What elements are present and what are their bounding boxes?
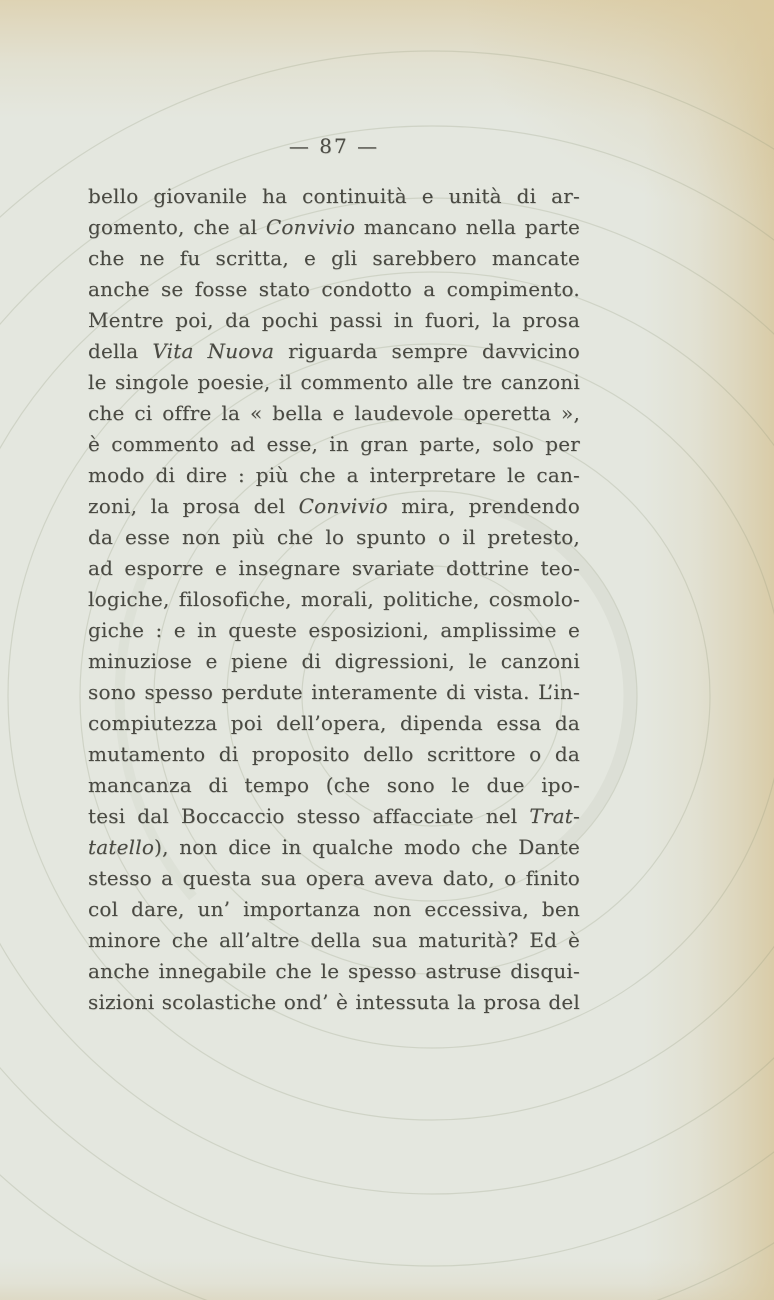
text-line [88,584,580,615]
text-line [88,739,580,770]
text-line [88,336,580,367]
text-segment: minuziose e piene di digressioni, le canzoni [88,649,580,673]
page-text [88,181,580,1018]
text-line [88,181,580,212]
text-line [88,863,580,894]
text-line [88,708,580,739]
text-segment: col dare, un’ importanza non eccessiva, ben [88,897,580,921]
text-segment: sizioni scolastiche ond’ è intessuta la prosa del [88,990,580,1014]
text-segment: le singole poesie, il commento alle tre canzoni [88,370,580,394]
text-line [88,987,580,1018]
page-number: — 87 — [288,134,380,158]
text-segment: Mentre poi, da pochi passi in fuori, la prosa [88,308,580,332]
text-line [88,801,580,832]
text-line [88,522,580,553]
italic-text-segment: tatello [88,835,155,859]
italic-text-segment: Convivio [298,494,388,518]
text-segment: logiche, filosofiche, morali, politiche, cosmolo- [88,587,580,611]
text-segment: della [88,339,153,363]
text-line [88,770,580,801]
text-segment: ad esporre e insegnare svariate dottrine teo- [88,556,580,580]
text-line [88,460,580,491]
text-segment: ), non dice in qualche modo che Dante [154,835,580,859]
text-segment: bello giovanile ha continuità e unità di ar- [88,184,580,208]
text-line [88,894,580,925]
text-line [88,274,580,305]
text-segment: tesi dal Boccaccio stesso affacciate nel [88,804,530,828]
text-line [88,925,580,956]
text-segment: minore che all’altre della sua maturità? Ed è [88,928,580,952]
text-segment: zoni, la prosa del [88,494,299,518]
text-line [88,243,580,274]
italic-text-segment: Convivio [265,215,356,239]
text-line [88,367,580,398]
text-segment: è commento ad esse, in gran parte, solo per [88,432,580,456]
text-segment: che ci offre la « bella e laudevole operetta », [88,401,580,425]
text-segment: giche : e in queste esposizioni, amplissime e [88,618,580,642]
text-segment: riguarda sempre davvicino [274,339,580,363]
text-line [88,398,580,429]
text-segment: sono spesso perdute interamente di vista. L’in- [88,680,580,704]
text-line [88,429,580,460]
italic-text-segment: Vita Nuova [152,339,275,363]
text-line [88,646,580,677]
text-line [88,491,580,522]
text-segment: modo di dire : più che a interpretare le can- [88,463,580,487]
text-segment: anche se fosse stato condotto a compimento. [88,277,580,301]
text-line [88,677,580,708]
text-line [88,956,580,987]
text-segment: mira, prendendo [387,494,580,518]
text-segment: gomento, che al [88,215,266,239]
text-segment: compiutezza poi dell’opera, dipenda essa da [88,711,580,735]
text-line [88,305,580,336]
text-line [88,832,580,863]
text-segment: che ne fu scritta, e gli sarebbero mancate [88,246,580,270]
text-segment: stesso a questa sua opera aveva dato, o finito [88,866,580,890]
italic-text-segment: Trat- [529,804,580,828]
text-segment: mancanza di tempo (che sono le due ipo- [88,773,580,797]
text-segment: da esse non più che lo spunto o il pretesto, [88,525,580,549]
text-segment: mancano nella parte [355,215,580,239]
text-line [88,212,580,243]
text-segment: mutamento di proposito dello scrittore o da [88,742,580,766]
text-line [88,615,580,646]
text-segment: anche innegabile che le spesso astruse disqui- [88,959,580,983]
text-line [88,553,580,584]
